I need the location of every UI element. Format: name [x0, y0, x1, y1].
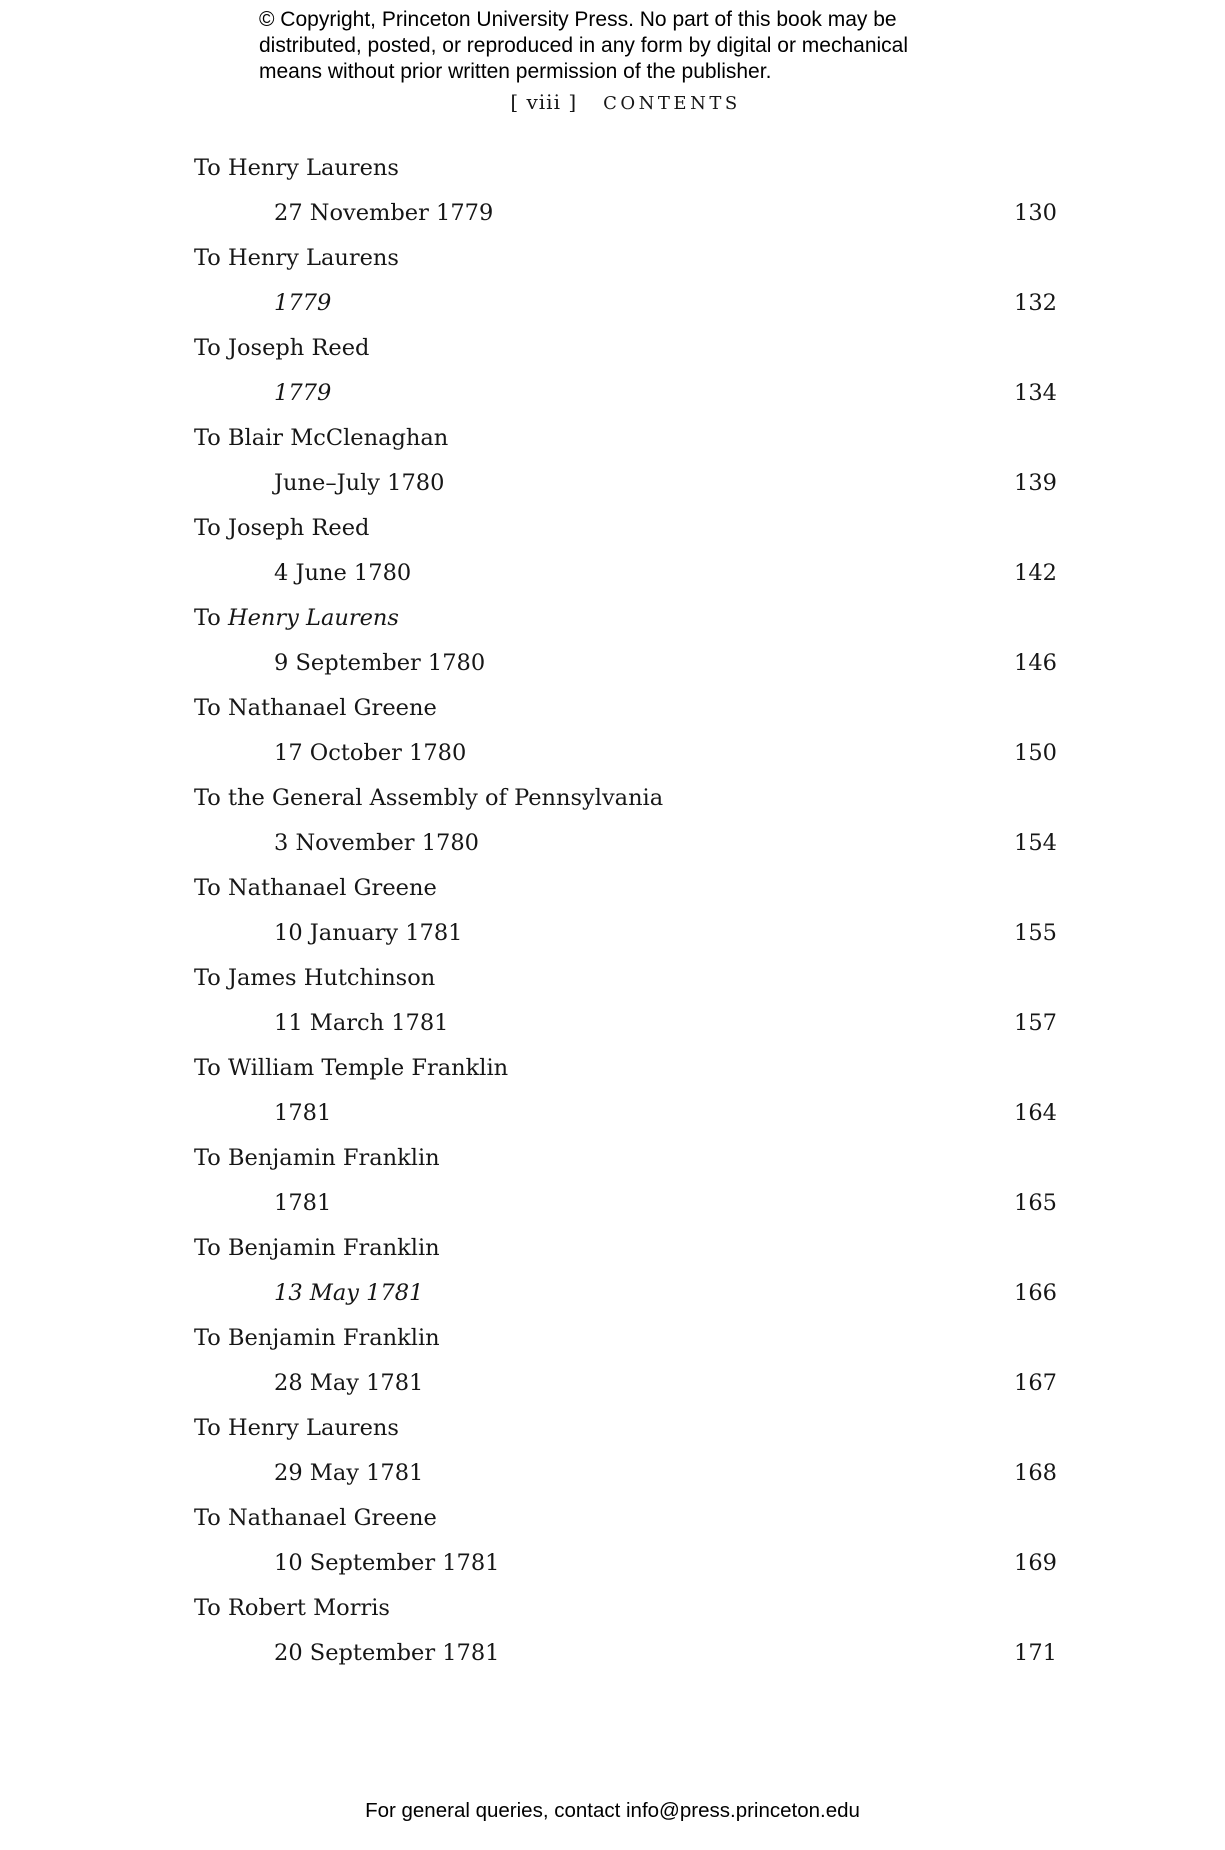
- toc-entry-date-row: [194, 281, 1057, 326]
- toc-entry-title: [194, 776, 1057, 821]
- toc-entry-page-number: 166: [1014, 1280, 1057, 1306]
- toc-entry: [194, 956, 1057, 1046]
- toc-entry-page-number: 168: [1014, 1460, 1057, 1486]
- toc-entry-page-number: 165: [1014, 1190, 1057, 1216]
- toc-entry-page-number: 169: [1014, 1550, 1057, 1576]
- toc-entry: [194, 686, 1057, 776]
- toc-entry-title: [194, 1406, 1057, 1451]
- toc-entry-title-prefix: To: [194, 1595, 228, 1621]
- toc-entry-recipient: William Temple Franklin: [227, 1055, 509, 1081]
- toc-entry-recipient: Nathanael Greene: [227, 875, 437, 901]
- toc-entry: [194, 146, 1057, 236]
- toc-entry-date: June–July 1780: [274, 470, 445, 496]
- toc-entry-date: 1779: [274, 290, 332, 316]
- toc-entry-title-prefix: To: [194, 605, 228, 631]
- toc-entry-recipient: James Hutchinson: [227, 965, 436, 991]
- toc-entry-date-row: [194, 371, 1057, 416]
- section-title: CONTENTS: [603, 93, 741, 114]
- toc-entry-title: [194, 686, 1057, 731]
- toc-entry-date: 28 May 1781: [274, 1370, 424, 1396]
- toc-entry-page-number: 157: [1014, 1010, 1057, 1036]
- toc-entry-date: 1779: [274, 380, 332, 406]
- toc-entry-page-number: 167: [1014, 1370, 1057, 1396]
- toc-entry-date: 10 January 1781: [274, 920, 463, 946]
- toc-entry-title: [194, 236, 1057, 281]
- toc-entry-date-row: [194, 1541, 1057, 1586]
- toc-entry-date: 4 June 1780: [274, 560, 412, 586]
- toc-entry-date-row: [194, 641, 1057, 686]
- toc-entry-date: 1781: [274, 1190, 332, 1216]
- toc-entry-date: 10 September 1781: [274, 1550, 500, 1576]
- toc-entry-title-prefix: To: [194, 1145, 228, 1171]
- toc-entry-title-prefix: To: [194, 335, 228, 361]
- toc-entry-title-prefix: To: [194, 785, 228, 811]
- toc-entry: [194, 1316, 1057, 1406]
- toc-entry-title: [194, 956, 1057, 1001]
- toc-entry-title-prefix: To: [194, 245, 228, 271]
- page-header: [194, 90, 1057, 114]
- toc-entry-page-number: 132: [1014, 290, 1057, 316]
- toc-entry-title: [194, 866, 1057, 911]
- toc-entry-title: [194, 1496, 1057, 1541]
- toc-entry-title: [194, 416, 1057, 461]
- toc-entry: [194, 326, 1057, 416]
- copyright-line-1: © Copyright, Princeton University Press. No part of this book may be: [259, 8, 897, 31]
- toc-entry-date: 11 March 1781: [274, 1010, 449, 1036]
- toc-entry-title-prefix: To: [194, 425, 228, 451]
- toc-entry-recipient: Nathanael Greene: [227, 1505, 437, 1531]
- copyright-line-3: means without prior written permission of the publisher.: [259, 60, 772, 83]
- toc-entry-page-number: 142: [1014, 560, 1057, 586]
- toc-entry-recipient: Benjamin Franklin: [227, 1325, 440, 1351]
- toc-entry: [194, 1046, 1057, 1136]
- toc-entry-date-row: [194, 1001, 1057, 1046]
- toc-entry-title-prefix: To: [194, 515, 228, 541]
- toc-entry-date-row: [194, 821, 1057, 866]
- toc-entry: [194, 776, 1057, 866]
- toc-entry-date: 27 November 1779: [274, 200, 494, 226]
- toc-entry-title-prefix: To: [194, 1415, 228, 1441]
- toc-entry-page-number: 164: [1014, 1100, 1057, 1126]
- toc-entry-date-row: [194, 1451, 1057, 1496]
- toc-entry-page-number: 139: [1014, 470, 1057, 496]
- toc-entry-title: [194, 146, 1057, 191]
- toc-entry-date-row: [194, 1181, 1057, 1226]
- toc-entry-title-prefix: To: [194, 695, 228, 721]
- toc-entry-recipient: Nathanael Greene: [227, 695, 437, 721]
- toc-entry-date: 1781: [274, 1100, 332, 1126]
- toc-entry: [194, 1496, 1057, 1586]
- toc-entry-title: [194, 326, 1057, 371]
- toc-entry-recipient: Benjamin Franklin: [227, 1235, 440, 1261]
- toc-entry: [194, 866, 1057, 956]
- toc-list: [194, 146, 1057, 1676]
- toc-entry-date-row: [194, 1271, 1057, 1316]
- toc-entry-date: 13 May 1781: [274, 1280, 424, 1306]
- toc-entry-title-prefix: To: [194, 155, 228, 181]
- toc-entry-page-number: 155: [1014, 920, 1057, 946]
- toc-entry-page-number: 154: [1014, 830, 1057, 856]
- toc-entry: [194, 1136, 1057, 1226]
- toc-entry-title-prefix: To: [194, 965, 228, 991]
- copyright-notice: [259, 7, 908, 85]
- toc-entry: [194, 596, 1057, 686]
- toc-entry-recipient: Blair McClenaghan: [227, 425, 449, 451]
- toc-entry-recipient: Benjamin Franklin: [227, 1145, 440, 1171]
- toc-entry-title-prefix: To: [194, 1325, 228, 1351]
- toc-entry: [194, 236, 1057, 326]
- toc-entry-page-number: 130: [1014, 200, 1057, 226]
- copyright-line-2: distributed, posted, or reproduced in any form by digital or mechanical: [259, 34, 909, 57]
- toc-entry-title: [194, 506, 1057, 551]
- toc-entry: [194, 416, 1057, 506]
- toc-entry-title: [194, 1136, 1057, 1181]
- toc-entry-title-prefix: To: [194, 1235, 228, 1261]
- toc-entry-title: [194, 596, 1057, 641]
- toc-entry-recipient: Henry Laurens: [227, 605, 399, 631]
- toc-entry-date-row: [194, 911, 1057, 956]
- toc-entry-recipient: Robert Morris: [227, 1595, 390, 1621]
- toc-entry-date-row: [194, 1631, 1057, 1676]
- toc-entry-date-row: [194, 461, 1057, 506]
- toc-entry-page-number: 146: [1014, 650, 1057, 676]
- toc-entry-date-row: [194, 191, 1057, 236]
- toc-entry-title: [194, 1316, 1057, 1361]
- toc-entry-page-number: 134: [1014, 380, 1057, 406]
- toc-entry-page-number: 171: [1014, 1640, 1057, 1666]
- toc-entry-recipient: Joseph Reed: [227, 515, 370, 541]
- toc-entry-date-row: [194, 1361, 1057, 1406]
- toc-entry-recipient: Joseph Reed: [227, 335, 370, 361]
- toc-entry-date-row: [194, 1091, 1057, 1136]
- toc-entry-date: 29 May 1781: [274, 1460, 424, 1486]
- toc-entry-recipient: Henry Laurens: [227, 1415, 399, 1441]
- toc-entry-recipient: Henry Laurens: [227, 155, 399, 181]
- toc-entry: [194, 506, 1057, 596]
- toc-entry-recipient: the General Assembly of Pennsylvania: [227, 785, 664, 811]
- toc-entry-title-prefix: To: [194, 875, 228, 901]
- toc-entry: [194, 1406, 1057, 1496]
- toc-entry-date: 9 September 1780: [274, 650, 486, 676]
- toc-entry-date: 3 November 1780: [274, 830, 479, 856]
- toc-entry-recipient: Henry Laurens: [227, 245, 399, 271]
- toc-entry-date: 20 September 1781: [274, 1640, 500, 1666]
- toc-entry-date-row: [194, 731, 1057, 776]
- toc-entry-title-prefix: To: [194, 1505, 228, 1531]
- toc-entry-title: [194, 1586, 1057, 1631]
- toc-entry-title: [194, 1046, 1057, 1091]
- toc-entry: [194, 1226, 1057, 1316]
- toc-entry-title: [194, 1226, 1057, 1271]
- toc-entry: [194, 1586, 1057, 1676]
- toc-entry-date: 17 October 1780: [274, 740, 467, 766]
- toc-entry-title-prefix: To: [194, 1055, 228, 1081]
- toc-entry-date-row: [194, 551, 1057, 596]
- toc-entry-page-number: 150: [1014, 740, 1057, 766]
- footer-queries-text: For general queries, contact info@press.princeton.edu: [365, 1799, 860, 1822]
- page-folio: [ viii ]: [510, 90, 578, 114]
